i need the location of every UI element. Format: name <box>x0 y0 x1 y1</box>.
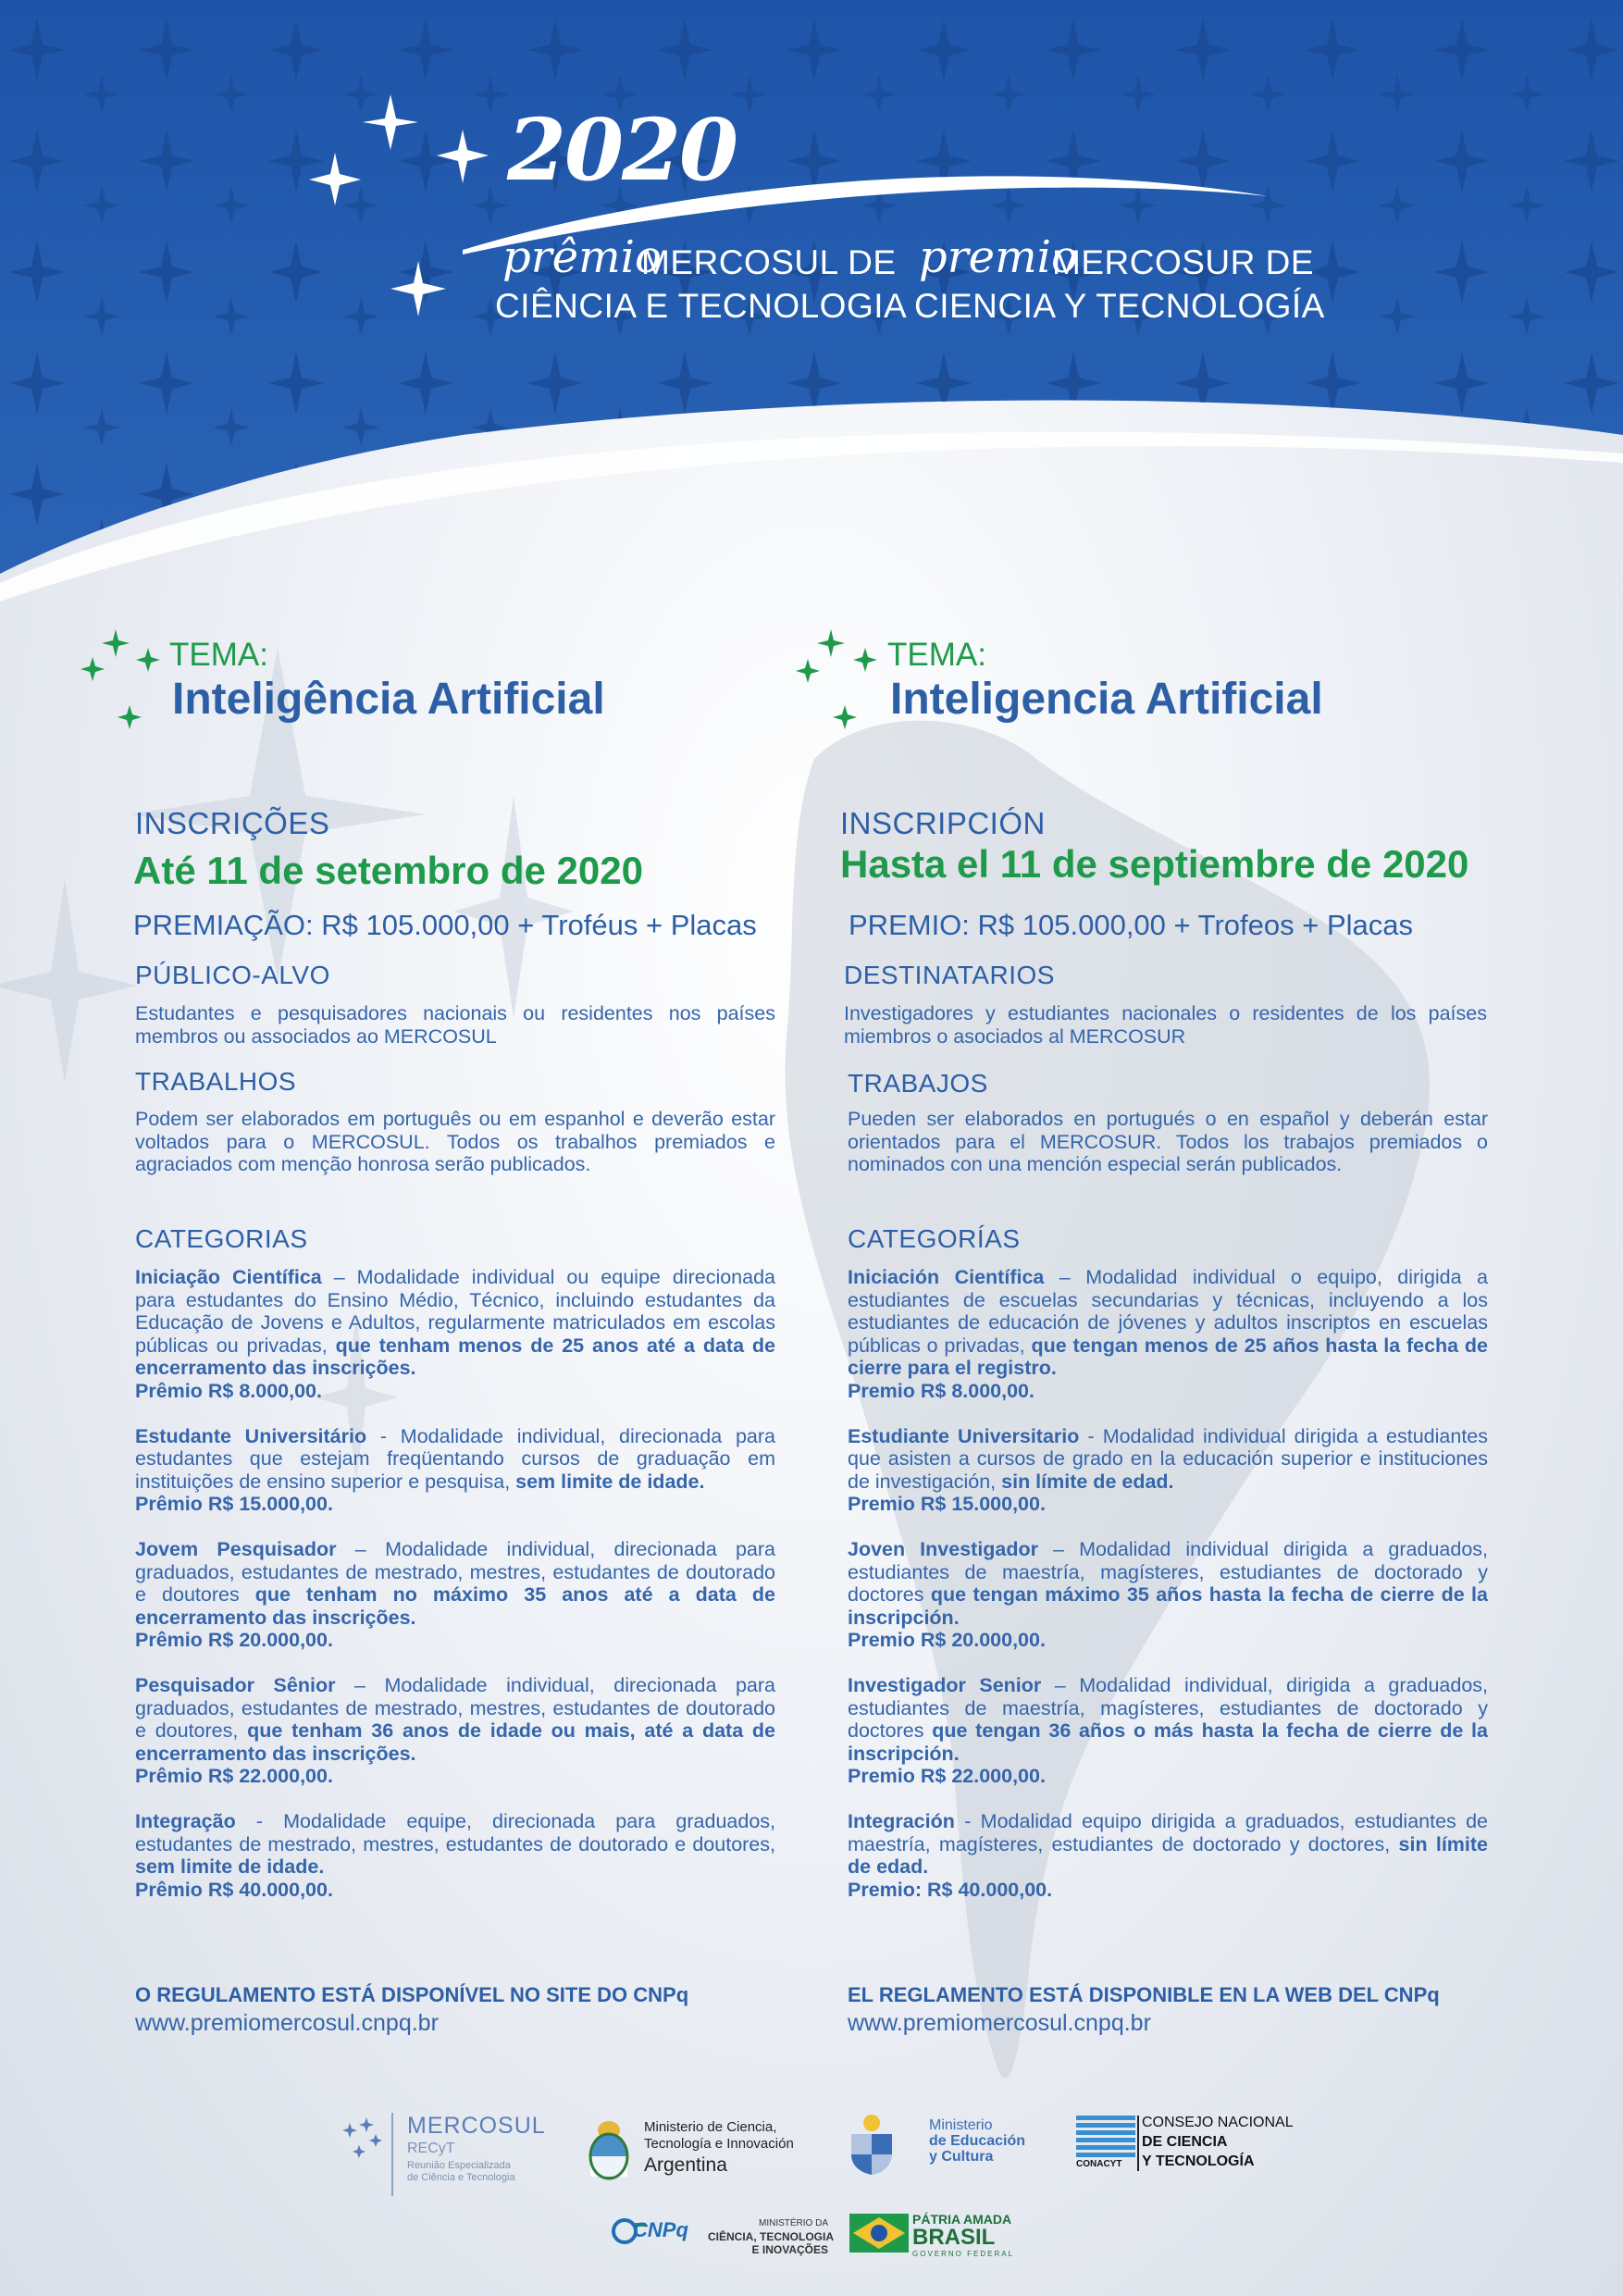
uruguay-line3: y Cultura <box>929 2149 994 2165</box>
trabalhos-text-pt: Podem ser elaborados em português ou em espanhol e deverão estar voltados para o MERCOSUL. Todos os trabalhos premiados e agraciados com menção honrosa serão publicados. <box>135 1108 775 1175</box>
header-title-pt-line2: CIÊNCIA E TECNOLOGIA <box>495 287 908 325</box>
header-title-es-line1: MERCOSUR DE <box>1052 243 1315 281</box>
mcti-line2: CIÊNCIA, TECNOLOGIA <box>708 2230 835 2243</box>
award-year: 2020 <box>507 100 737 200</box>
mcti-line3: E INOVAÇÕES <box>751 2243 828 2256</box>
background-star-left <box>0 879 139 1083</box>
inscricoes-label-es: INSCRIPCIÓN <box>840 806 1046 840</box>
brasil-line3: GOVERNO FEDERAL <box>912 2250 1015 2258</box>
mercosul-stars-icon <box>339 2110 394 2175</box>
category-es-2: Joven Investigador – Modalidad individual dirigida a graduados, estudiantes de maestría, magísteres, estudiantes de doctorado y doctores que tengan máximo 35 años hasta la fecha de cierre de la inscripción. Premio R$ 20.000,00. <box>848 1538 1489 1651</box>
website-link-pt[interactable]: www.premiomercosul.cnpq.br <box>135 2010 439 2036</box>
brasil-line1: PÁTRIA AMADA <box>912 2212 1012 2227</box>
tema-label-es: TEMA: <box>887 637 986 673</box>
category-es-1: Estudiante Universitario - Modalidad individual dirigida a estudiantes que asisten a cursos de grado en la educación superior e instituciones de investigación, sin límite de edad. Premio R$ 15.000,00. <box>848 1424 1488 1515</box>
category-pt-4: Integração - Modalidade equipe, direcionada para graduados, estudantes de mestrado, mestres, estudantes de doutorado e doutores, sem limite de idade. Prêmio R$ 40.000,00. <box>135 1810 776 1901</box>
total-prize-es: PREMIO: R$ 105.000,00 + Trofeos + Placas <box>849 909 1413 941</box>
trabalhos-text-es: Pueden ser elaborados en portugués o en español y deberán estar orientados para el MERCOSUR. Todos los trabajos premiados o nominados con una mención especial serán publicados. <box>848 1108 1488 1175</box>
mercosul-divider <box>391 2113 393 2196</box>
categories-list-pt <box>135 1266 775 1924</box>
mercosul-logo-desc2: de Ciência e Tecnologia <box>407 2172 515 2183</box>
brasil-line2: BRASIL <box>912 2225 996 2250</box>
conacyt-line2: DE CIENCIA <box>1142 2134 1228 2150</box>
tema-label-pt: TEMA: <box>169 637 268 673</box>
brasil-flag-icon <box>849 2214 909 2253</box>
mcti-line1: MINISTÉRIO DA <box>758 2218 828 2228</box>
category-es-3: Investigador Senior – Modalidad individual, dirigida a graduados, estudiantes de maestría, magísteres, estudiantes de doctorado y doctores que tengan 36 años o más hasta la fecha de cierre de la inscripción. Premio R$ 22.000,00. <box>848 1674 1489 1787</box>
mercosul-logo-sub: RECyT <box>407 2141 455 2156</box>
header-title-es-line2: CIENCIA Y TECNOLOGÍA <box>914 287 1325 325</box>
trabalhos-label-es: TRABAJOS <box>848 1069 988 1098</box>
cnpq-logo-name: CNPq <box>633 2218 688 2241</box>
category-es-0: Iniciación Científica – Modalidad individual o equipo, dirigida a estudiantes de escuelas secundarias y técnicas, incluyendo a los estudiantes de educación de jóvenes y adultos inscriptos en escuelas públicas o privadas, que tengan menos de 25 años hasta la fecha de cierre para el registro. Premio R$ 8.000,00. <box>848 1266 1489 1402</box>
uruguay-coat-of-arms-icon <box>842 2110 901 2177</box>
inscricoes-label-pt: INSCRIÇÕES <box>135 806 330 840</box>
categorias-label-es: CATEGORÍAS <box>848 1224 1021 1253</box>
deadline-pt: Até 11 de setembro de 2020 <box>133 849 643 892</box>
uruguay-line1: Ministerio <box>929 2117 993 2133</box>
total-prize-pt: PREMIAÇÃO: R$ 105.000,00 + Troféus + Placas <box>133 909 757 941</box>
publico-label-pt: PÚBLICO-ALVO <box>135 961 330 989</box>
conacyt-line1: CONSEJO NACIONAL <box>1142 2115 1294 2130</box>
premio-word-pt: prêmio <box>502 231 662 283</box>
category-pt-2: Jovem Pesquisador – Modalidade individual, direcionada para graduados, estudantes de mestrado, mestres, estudantes de doutorado e doutores que tenham no máximo 35 anos até a data de encerramento das inscrições. Prêmio R$ 20.000,00. <box>135 1538 775 1651</box>
category-pt-0: Iniciação Científica – Modalidade individual ou equipe direcionada para estudantes do Ensino Médio, Técnico, incluindo estudantes da Educação de Jovens e Adultos, regularmente matriculados em escolas públicas ou privadas, que tenham menos de 25 anos até a data de encerramento das inscrições. Prêmio R$ 8.000,00. <box>135 1266 776 1402</box>
category-es-4: Integración - Modalidad equipo dirigida a graduados, estudiantes de maestría, magísteres, estudiantes de doctorado y doctores, sin límite de edad. Premio: R$ 40.000,00. <box>848 1810 1489 1901</box>
uruguay-line2: de Educación <box>929 2133 1026 2149</box>
argentina-country: Argentina <box>644 2154 727 2176</box>
header-title-pt-line1: MERCOSUL DE <box>641 243 897 281</box>
background-star-center <box>453 796 574 1018</box>
argentina-coat-of-arms-icon <box>583 2110 635 2184</box>
mercosul-logo-name: MERCOSUL <box>407 2113 546 2139</box>
conacyt-line3: Y TECNOLOGÍA <box>1142 2153 1255 2169</box>
publico-text-pt: Estudantes e pesquisadores nacionais ou residentes nos países membros ou associados ao MERCOSUL <box>135 1002 775 1048</box>
tema-value-pt: Inteligência Artificial <box>172 675 605 724</box>
premio-word-es: premio <box>919 231 1078 283</box>
category-pt-3: Pesquisador Sênior – Modalidade individual, direcionada para graduados, estudantes de mestrado, mestres, estudantes de doutorado e doutores, que tenham 36 anos de idade ou mais, até a data de encerramento das inscrições. Prêmio R$ 22.000,00. <box>135 1674 775 1787</box>
category-pt-1: Estudante Universitário - Modalidade individual, direcionada para estudantes que estejam freqüentando cursos de graduação em instituições de ensino superior e pesquisa, sem limite de idade. Prêmio R$ 15.000,00. <box>135 1424 775 1515</box>
publico-label-es: DESTINATARIOS <box>844 961 1055 989</box>
website-link-es[interactable]: www.premiomercosul.cnpq.br <box>848 2010 1151 2036</box>
argentina-line1: Ministerio de Ciencia, <box>644 2119 777 2135</box>
tema-value-es: Inteligencia Artificial <box>890 675 1323 724</box>
categorias-label-pt: CATEGORIAS <box>135 1224 308 1253</box>
conacyt-divider <box>1137 2116 1139 2171</box>
trabalhos-label-pt: TRABALHOS <box>135 1067 297 1096</box>
mercosul-logo-desc1: Reunião Especializada <box>407 2160 511 2171</box>
regulamento-es: EL REGLAMENTO ESTÁ DISPONIBLE EN LA WEB DEL CNPq <box>848 1983 1440 2006</box>
deadline-es: Hasta el 11 de septiembre de 2020 <box>840 842 1469 886</box>
publico-text-es: Investigadores y estudiantes nacionales o residentes de los países miembros o asociados al MERCOSUR <box>844 1002 1487 1048</box>
regulamento-pt: O REGULAMENTO ESTÁ DISPONÍVEL NO SITE DO CNPq <box>135 1983 689 2006</box>
argentina-line2: Tecnología e Innovación <box>644 2136 794 2152</box>
conacyt-abbr: CONACYT <box>1076 2159 1122 2169</box>
categories-list-es <box>848 1266 1488 1924</box>
